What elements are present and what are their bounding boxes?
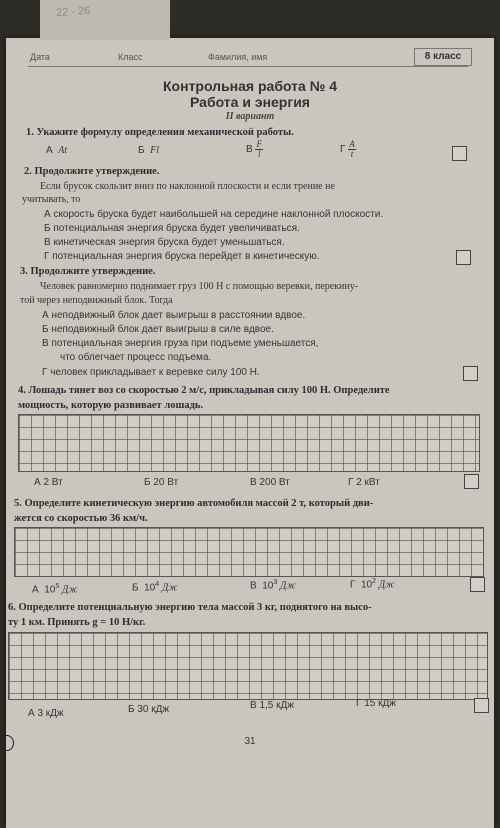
q4-work-grid[interactable]	[18, 414, 480, 472]
q1-option-b[interactable]	[138, 145, 159, 156]
q5-c-base: 10	[262, 580, 274, 592]
q5-d-exponent: 2	[372, 578, 377, 585]
q5-a-base: 10	[44, 584, 56, 596]
q5-option-c[interactable]	[250, 579, 296, 591]
q2-option-b[interactable]: Б потенциальная энергия бруска будет увеличиваться.	[44, 223, 300, 234]
q6-line2: ту 1 км. Принять g = 10 Н/кг.	[8, 617, 146, 628]
test-title: Контрольная работа № 4	[163, 78, 337, 94]
q6-answer-box[interactable]	[474, 698, 489, 713]
q3-option-c-cont: что облегчает процесс подъема.	[60, 352, 212, 363]
q5-line2: жется со скоростью 36 км/ч.	[14, 513, 148, 524]
q1-c-denominator: l	[257, 149, 261, 159]
q1-d-letter: Г	[340, 144, 346, 156]
q1-a-letter: А	[46, 145, 53, 156]
grade-badge: 8 класс	[414, 48, 472, 66]
q5-d-letter: Г	[350, 579, 356, 591]
q1-option-c[interactable]	[246, 140, 263, 159]
q3-option-d[interactable]: Г человек прикладывает к веревке силу 100 Н.	[42, 367, 260, 378]
name-label: Фамилия, имя	[208, 52, 268, 62]
q5-a-letter: А	[32, 584, 39, 596]
q5-option-d[interactable]	[350, 578, 394, 590]
page-number: 31	[244, 736, 256, 747]
q4-option-b[interactable]: Б 20 Вт	[144, 477, 179, 488]
q2-option-a[interactable]: А скорость бруска будет наибольшей на середине наклонной плоскости.	[44, 209, 384, 220]
q5-b-letter: Б	[132, 582, 139, 594]
q5-a-exponent: 5	[55, 583, 60, 590]
q5-b-base: 10	[144, 582, 156, 594]
q5-b-exponent: 4	[155, 581, 160, 588]
q6-option-a[interactable]: А 3 кДж	[28, 708, 64, 719]
q2-heading: 2. Продолжите утверждение.	[24, 166, 160, 177]
q5-b-unit: Дж	[161, 582, 178, 594]
q6-option-b[interactable]: Б 30 кДж	[128, 704, 170, 715]
q4-answer-box[interactable]	[464, 474, 479, 489]
q3-option-a[interactable]: А неподвижный блок дает выигрыш в расстоянии вдвое.	[42, 310, 306, 321]
q1-text: 1. Укажите формулу определения механической работы.	[26, 127, 294, 138]
q6-option-c[interactable]: В 1,5 кДж	[250, 700, 294, 711]
q1-d-numerator: A	[349, 139, 355, 149]
q6-option-d[interactable]: Г 15 кДж	[356, 698, 396, 709]
q5-c-unit: Дж	[280, 580, 296, 592]
q1-answer-box[interactable]	[452, 146, 467, 161]
q2-option-d[interactable]: Г потенциальная энергия бруска перейдет в кинетическую.	[44, 251, 320, 262]
q2-option-c[interactable]: В кинетическая энергия бруска будет уменьшаться.	[44, 237, 285, 248]
q1-option-a[interactable]	[46, 145, 67, 156]
q3-heading: 3. Продолжите утверждение.	[20, 266, 156, 277]
q5-work-grid[interactable]	[14, 527, 484, 577]
q5-line1: 5. Определите кинетическую энергию автомобиля массой 2 т, который дви-	[14, 498, 374, 509]
q3-answer-box[interactable]	[463, 366, 478, 381]
q4-line2: мощность, которую развивает лошадь.	[18, 400, 204, 411]
q1-b-letter: Б	[138, 145, 145, 156]
q5-d-unit: Дж	[378, 579, 395, 591]
q2-line1: Если брусок скользит вниз по наклонной плоскости и если трение не	[40, 181, 335, 192]
q4-option-d[interactable]: Г 2 кВт	[348, 477, 380, 488]
q6-work-grid[interactable]	[8, 632, 488, 700]
q3-line1: Человек равномерно поднимает груз 100 Н с помощью веревки, перекину-	[40, 281, 359, 292]
q5-option-b[interactable]	[132, 581, 178, 593]
q5-answer-box[interactable]	[470, 577, 485, 592]
q3-line2: той через неподвижный блок. Тогда	[20, 295, 173, 306]
header-fields	[28, 52, 468, 67]
q6-line1: 6. Определите потенциальную энергию тела массой 3 кг, поднятого на высо-	[8, 602, 372, 613]
q3-option-c[interactable]: В потенциальная энергия груза при подъеме уменьшается,	[42, 338, 319, 349]
q5-a-unit: Дж	[62, 584, 78, 596]
q1-c-letter: В	[246, 144, 253, 156]
q2-answer-box[interactable]	[456, 250, 471, 265]
class-label: Класс	[118, 52, 143, 62]
q2-line2: учитывать, то	[22, 194, 81, 205]
margin-note: 22 - 26	[55, 4, 91, 20]
q4-option-a[interactable]: А 2 Вт	[34, 477, 63, 488]
test-subtitle: Работа и энергия	[190, 94, 310, 110]
q5-c-exponent: 3	[273, 579, 278, 586]
q1-d-denominator: t	[350, 149, 354, 159]
q3-option-b[interactable]: Б неподвижный блок дает выигрыш в силе вдвое.	[42, 324, 274, 335]
q1-b-value: Fl	[150, 145, 160, 156]
date-label: Дата	[30, 52, 50, 62]
q4-line1: 4. Лошадь тянет воз со скоростью 2 м/с, прикладывая силу 100 Н. Определите	[18, 385, 390, 396]
variant-label: II вариант	[225, 111, 275, 122]
q5-c-letter: В	[250, 580, 257, 592]
q1-c-numerator: F	[256, 139, 262, 149]
q4-option-c[interactable]: В 200 Вт	[250, 477, 290, 488]
q5-d-base: 10	[360, 579, 373, 591]
q1-a-value: At	[58, 145, 68, 156]
q5-option-a[interactable]	[32, 583, 78, 595]
q1-option-d[interactable]	[340, 140, 356, 159]
